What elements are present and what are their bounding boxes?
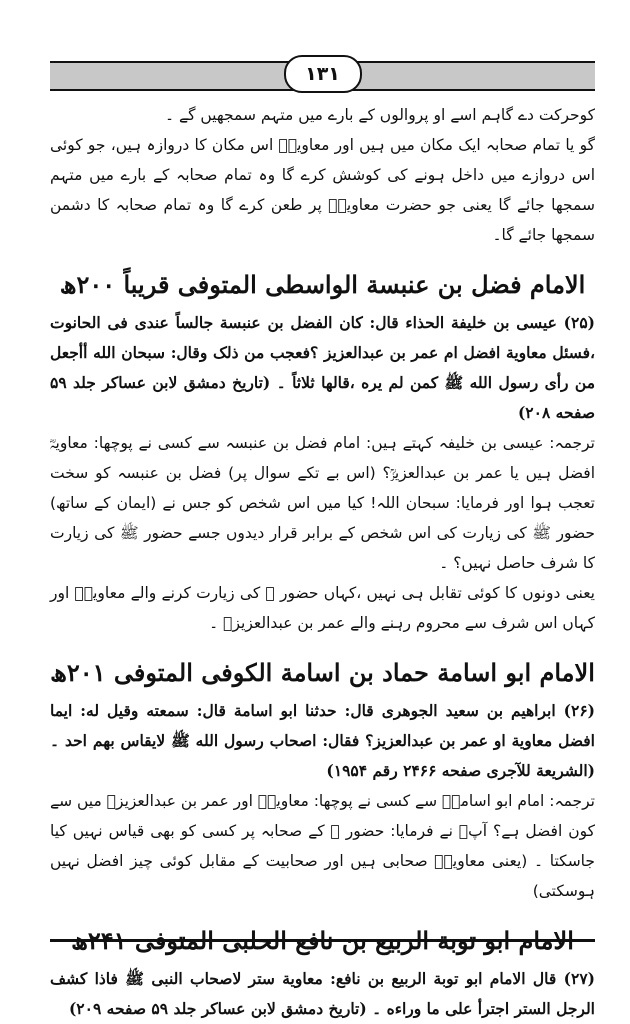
footer-rule [50, 939, 595, 942]
arabic-narration: (۲۵) عیسی بن خلیفة الحذاء قال: کان الفضل بن عنبسة جالساً عندی فی الحانوت ،فسئل معاویة افضل ام عمر بن عبدالعزیز ؟فعجب من ذلک وقال: سبحان الله أأجعل من رأی رسول الله ﷺ کمن لم یره ،قالها ثلاثاً ۔ (تاریخ دمشق لابن عساکر جلد ۵۹ صفحه ۲۰۸) [50, 313, 595, 422]
page-number: ۱۳۱ [284, 55, 362, 93]
section-heading: الامام ابو اسامة حماد بن اسامة الکوفی المتوفی ۲۰۱ھ [50, 658, 595, 687]
page-header [50, 55, 595, 93]
arabic-narration: (۲۶) ابراهیم بن سعید الجوهری قال: حدثنا ابو اسامة قال: سمعته وقیل له: ایما افضل معاویة او عمر بن عبدالعزیز؟ فقال: اصحاب رسول الله ﷺ لایقاس بهم احد ۔ (الشریعة للآجری صفحه ۲۴۶۶ رقم ۱۹۵۴) [50, 701, 595, 780]
paragraph: گو یا تمام صحابہ ایک مکان میں ہیں اور معاویہؓ اس مکان کا دروازہ ہیں، جو کوئی اس دروازے میں داخل ہونے کی کوشش کرے گا وہ تمام صحابہ کے بارے میں متہم سمجھا جائے گا یعنی جو حضرت معاویہؓ پر طعن کرے گا وہ تمام صحابہ کا دشمن سمجھا جائے گا۔ [50, 136, 595, 244]
paragraph: کوحرکت دے گاہم اسے او پروالوں کے بارے میں متہم سمجھیں گے ۔ [164, 106, 595, 124]
paragraph: یعنی دونوں کا کوئی تقابل ہی نہیں ،کہاں حضور ﷺ کی زیارت کرنے والے معاویہؓ اور کہاں اس شرف سے محروم رہنے والے عمر بن عبدالعزیزؒ ۔ [50, 584, 595, 632]
section-heading: الامام ابو توبة الربیع بن نافع الحلبی المتوفی ۲۴۱ھ [71, 926, 574, 955]
page-body [50, 100, 595, 1024]
section-heading: الامام فضل بن عنبسة الواسطی المتوفی قریباً ۲۰۰ھ [59, 270, 586, 299]
arabic-narration: (۲۷) قال الامام ابو توبة الربیع بن نافع: معاویة ستر لاصحاب النبی ﷺ فاذا کشف الرجل الستر اجترأ علی ما وراءه ۔ (تاریخ دمشق لابن عساکر جلد ۵۹ صفحه ۲۰۹) [50, 969, 595, 1018]
translation-paragraph: ترجمہ: عیسی بن خلیفہ کہتے ہیں: امام فضل بن عنبسہ سے کسی نے پوچھا: معاویہؓ افضل ہیں یا عمر بن عبدالعزیزؒ؟ (اس بے تکے سوال پر) فضل بن عنبسہ کو سخت تعجب ہوا اور فرمایا: سبحان اللہ! کیا میں اس شخص کو جس نے (ایمان کے ساتھ) حضور ﷺ کی زیارت کی اس شخص کے برابر قرار دیدوں جسے حضور ﷺ کی زیارت کا شرف حاصل نہیں؟ ۔ [50, 434, 595, 572]
translation-paragraph: ترجمہ: امام ابو اسامہؒ سے کسی نے پوچھا: معاویہؓ اور عمر بن عبدالعزیزؒ میں سے کون افضل ہے؟ آپؒ نے فرمایا: حضور ﷺ کے صحابہ پر کسی کو بھی قیاس نہیں کیا جاسکتا ۔ (یعنی معاویہؓ صحابی ہیں اور صحابیت کے مقابل کوئی چیز افضل نہیں ہوسکتی) [50, 792, 595, 900]
